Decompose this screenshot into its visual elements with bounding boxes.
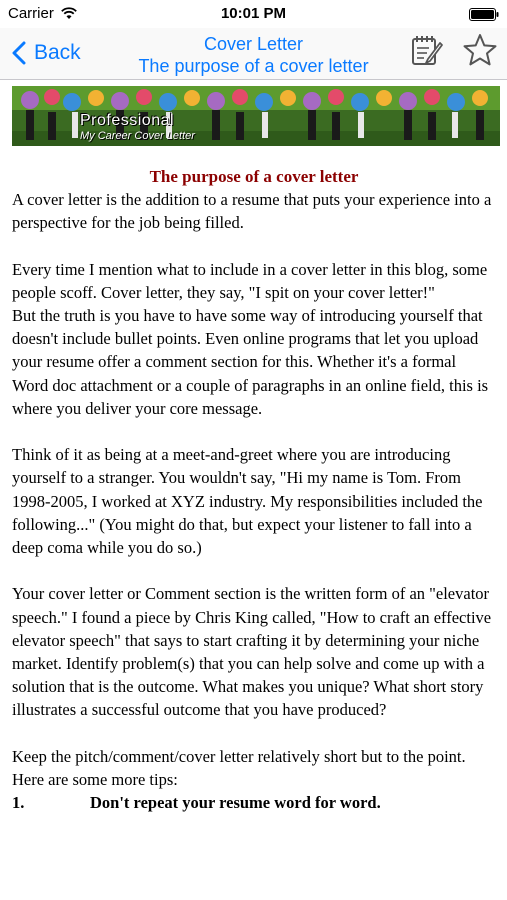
battery-icon (469, 8, 499, 21)
paragraph-spacer (12, 559, 496, 582)
tip-item (12, 791, 496, 814)
paragraph-1: A cover letter is the addition to a resume that puts your experience into a perspective for the job being filled. (12, 190, 492, 233)
navigation-bar (0, 28, 507, 80)
nav-title-line1: Cover Letter (203, 34, 304, 54)
back-label: Back (34, 41, 81, 64)
carrier-label: Carrier (8, 5, 54, 22)
star-outline-icon[interactable] (462, 32, 498, 68)
tip-text: Don't repeat your resume word for word. (90, 793, 381, 813)
nav-title-line2: The purpose of a cover letter (138, 56, 369, 76)
status-bar (0, 0, 507, 28)
paragraph-6: Keep the pitch/comment/cover letter relatively short but to the point. (12, 746, 466, 766)
chevron-left-icon (12, 41, 26, 65)
paragraph-5: Your cover letter or Comment section is the written form of an "elevator speech." I found a piece by Chris King called, "How to craft an effective elevator speech" that says to start crafting it by determining your niche market. Identify problem(s) that you can help solve and come up with a solution that is the outcome. What makes you unique? What short story illustrates a successful outcome that you have produced? (12, 584, 492, 720)
header-banner (12, 86, 500, 146)
tip-number: 1. (12, 793, 25, 813)
banner-subtitle: My Career Cover Letter (80, 130, 195, 142)
paragraph-spacer (12, 420, 496, 443)
back-button[interactable] (12, 37, 81, 69)
paragraph-2: Every time I mention what to include in a cover letter in this blog, some people scoff. Cover letter, they say, "I spit on your cover letter!" (12, 259, 488, 302)
paragraph-spacer (12, 234, 496, 257)
article-heading: The purpose of a cover letter (149, 167, 359, 186)
clock-label: 10:01 PM (220, 5, 287, 22)
nav-title (120, 33, 387, 77)
banner-title: Professional (80, 112, 175, 129)
paragraph-spacer (12, 722, 496, 745)
paragraph-3: But the truth is you have to have some way of introducing yourself that doesn't include bullet points. Even online programs that let you upload your resume offer a comment section for this. Whether it's a formal Word doc attachment or a couple of paragraphs in an online field, this is where you deliver your core message. (12, 306, 489, 418)
article-body (12, 165, 496, 814)
notepad-pencil-icon[interactable] (409, 32, 445, 68)
paragraph-7: Here are some more tips: (12, 770, 178, 790)
paragraph-4: Think of it as being at a meet-and-greet where you are introducing yourself to a stranger. You wouldn't say, "Hi my name is Tom. From 1998-2005, I worked at XYZ industry. My responsibilities included the following..." (You might do that, but expect your listener to fall into a deep coma while you do so.) (12, 445, 483, 558)
